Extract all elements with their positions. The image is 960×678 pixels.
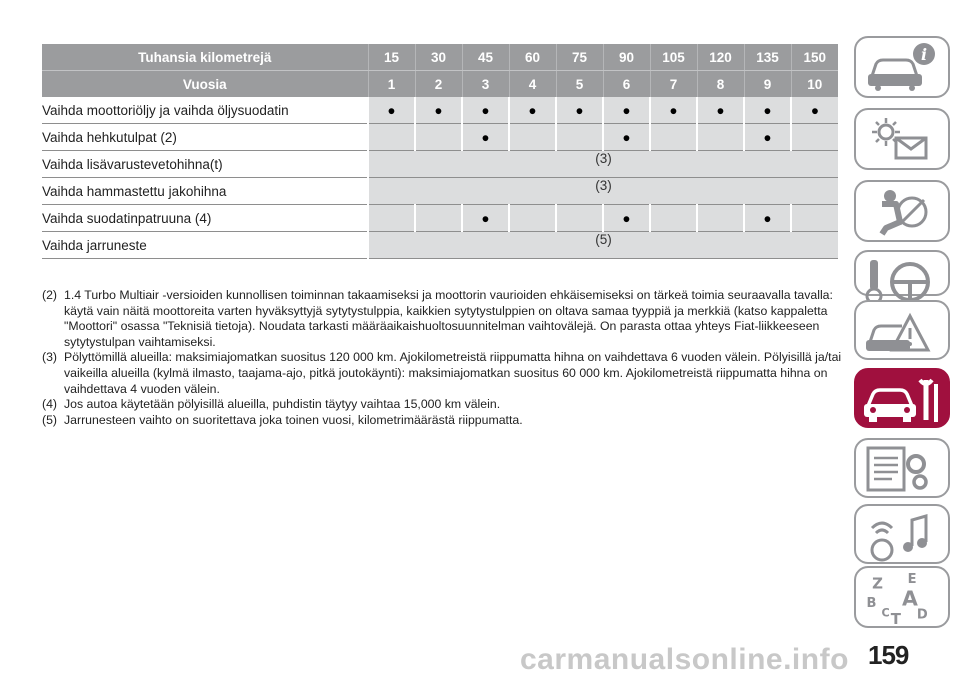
header-year-value: 6	[603, 71, 650, 98]
footnote-mark: (2)	[42, 288, 58, 302]
bullet-dot: ●	[744, 97, 791, 124]
svg-text:D: D	[916, 607, 928, 623]
svg-text:i: i	[920, 45, 928, 64]
header-year-value: 2	[415, 71, 462, 98]
row-label: Vaihda lisävarustevetohihna(t)	[42, 151, 368, 178]
header-km-value: 150	[791, 44, 838, 71]
row-label: Vaihda moottoriöljy ja vaihda öljysuodatin	[42, 97, 368, 124]
empty-cell	[556, 124, 603, 151]
chapter-tab[interactable]	[854, 108, 950, 170]
svg-text:A: A	[902, 586, 918, 611]
footnote-reference: (3)	[368, 178, 838, 205]
chapter-tab[interactable]	[854, 300, 950, 360]
svg-text:Z: Z	[872, 574, 883, 593]
empty-cell	[509, 205, 556, 232]
footnote-text: Jarrunesteen vaihto on suoritettava joka toinen vuosi, kilometrimäärästä riippumatta.	[64, 412, 523, 427]
maintenance-schedule-table	[42, 44, 838, 259]
svg-text:T: T	[890, 610, 901, 624]
footnote	[42, 350, 842, 397]
header-km-value: 105	[650, 44, 697, 71]
footnote	[42, 413, 842, 429]
empty-cell	[368, 205, 415, 232]
row-label: Vaihda jarruneste	[42, 232, 368, 259]
table-row	[42, 124, 838, 151]
footnote-text: Pölyttömillä alueilla: maksimiajomatkan suositus 120 000 km. Ajokilometreistä riippumatta hihna on vaihdettava 6 vuoden välein. Pölyisillä ja/tai vaikeilla alueilla (kylmä ilmasto, taajama-ajo, pitkä joutokäynti): maksimiajomatkan suositus 60 000 km. Ajokilometreistä riippumatta hihna on vaihdettava 4 vuoden välein.	[64, 350, 842, 396]
bullet-dot: ●	[368, 97, 415, 124]
header-year-value: 5	[556, 71, 603, 98]
chapter-tab[interactable]	[854, 180, 950, 242]
header-km-value: 135	[744, 44, 791, 71]
bullet-dot: ●	[509, 97, 556, 124]
chapter-tab[interactable]	[854, 368, 950, 428]
bullet-dot: ●	[697, 97, 744, 124]
header-year-value: 9	[744, 71, 791, 98]
header-years-label: Vuosia	[42, 71, 368, 98]
bullet-dot: ●	[462, 205, 509, 232]
bullet-dot: ●	[462, 124, 509, 151]
footnote-text: 1.4 Turbo Multiair -versioiden kunnollisen toiminnan takaamiseksi ja moottorin vaurioiden ehkäisemiseksi on tärkeä toimia seuraavalla tavalla: käytä vain näitä moottoreita varten hyväksyttyjä sytytystulppia, kaikkien sytytystulppien on oltava samaa tyyppiä ja merkkiä (katso kappaletta "Moottori" osassa "Teknisiä tietoja). Noudata tarkasti määräaikaishuoltosuunnitelman vaihtovälejä. On parasta ottaa yhteys Fiat-liikkeeseen sytytystulpan vaihtamiseksi.	[64, 288, 833, 349]
header-km-value: 75	[556, 44, 603, 71]
bullet-dot: ●	[556, 97, 603, 124]
header-year-value: 1	[368, 71, 415, 98]
footnote-reference: (3)	[368, 151, 838, 178]
table-row	[42, 232, 838, 259]
chapter-sidebar	[852, 0, 960, 678]
page-number: 159	[868, 640, 909, 670]
footnote-mark: (4)	[42, 397, 58, 412]
header-km-value: 30	[415, 44, 462, 71]
footnote	[42, 288, 842, 350]
header-year-value: 8	[697, 71, 744, 98]
header-km-value: 45	[462, 44, 509, 71]
footnote-mark: (3)	[42, 350, 58, 365]
row-label: Vaihda suodatinpatruuna (4)	[42, 205, 368, 232]
header-km-label: Tuhansia kilometrejä	[42, 44, 368, 71]
svg-text:E: E	[907, 571, 917, 587]
empty-cell	[791, 205, 838, 232]
empty-cell	[697, 205, 744, 232]
footnote-mark: (5)	[42, 412, 58, 427]
footnote-text: Jos autoa käytetään pölyisillä alueilla, puhdistin täytyy vaihtaa 15,000 km välein.	[64, 397, 501, 412]
chapter-tab[interactable]	[854, 438, 950, 498]
chapter-tab[interactable]	[854, 566, 950, 628]
empty-cell	[650, 124, 697, 151]
table-row	[42, 151, 838, 178]
footnote-reference: (5)	[368, 232, 838, 259]
empty-cell	[650, 205, 697, 232]
watermark: carmanualsonline.info	[520, 643, 849, 676]
chapter-tab[interactable]	[854, 250, 950, 296]
bullet-dot: ●	[603, 205, 650, 232]
header-km-value: 15	[368, 44, 415, 71]
row-label: Vaihda hammastettu jakohihna	[42, 178, 368, 205]
table-row	[42, 178, 838, 205]
empty-cell	[556, 205, 603, 232]
header-year-value: 3	[462, 71, 509, 98]
row-label: Vaihda hehkutulpat (2)	[42, 124, 368, 151]
empty-cell	[509, 124, 556, 151]
footnote	[42, 397, 842, 413]
svg-text:C: C	[881, 606, 890, 620]
empty-cell	[697, 124, 744, 151]
table-row	[42, 97, 838, 124]
bullet-dot: ●	[603, 97, 650, 124]
empty-cell	[791, 124, 838, 151]
bullet-dot: ●	[650, 97, 697, 124]
header-year-value: 4	[509, 71, 556, 98]
chapter-tab[interactable]	[854, 504, 950, 564]
bullet-dot: ●	[462, 97, 509, 124]
header-row-km	[42, 44, 838, 71]
bullet-dot: ●	[603, 124, 650, 151]
header-year-value: 10	[791, 71, 838, 98]
empty-cell	[415, 124, 462, 151]
empty-cell	[368, 124, 415, 151]
header-km-value: 60	[509, 44, 556, 71]
table-row	[42, 205, 838, 232]
chapter-tab[interactable]	[854, 36, 950, 98]
header-year-value: 7	[650, 71, 697, 98]
bullet-dot: ●	[415, 97, 462, 124]
bullet-dot: ●	[744, 124, 791, 151]
header-row-years	[42, 71, 838, 98]
footnotes	[42, 288, 842, 428]
bullet-dot: ●	[744, 205, 791, 232]
header-km-value: 90	[603, 44, 650, 71]
empty-cell	[415, 205, 462, 232]
svg-text:B: B	[866, 596, 877, 612]
header-km-value: 120	[697, 44, 744, 71]
bullet-dot: ●	[791, 97, 838, 124]
